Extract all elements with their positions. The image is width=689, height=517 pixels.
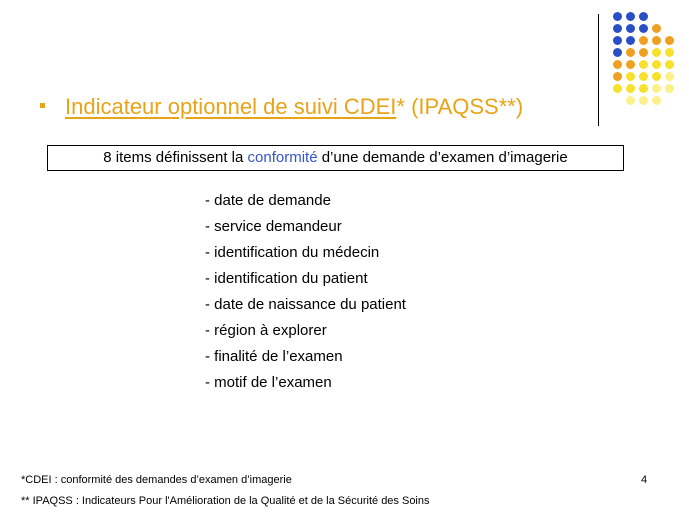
dot — [626, 12, 635, 21]
decorative-dot-grid — [613, 12, 689, 112]
dot — [613, 60, 622, 69]
dot — [626, 60, 635, 69]
box-text-after: d’une demande d’examen d’imagerie — [317, 149, 568, 166]
dot — [652, 24, 661, 33]
items-list — [205, 192, 406, 400]
vertical-divider — [598, 14, 599, 126]
dot — [665, 72, 674, 81]
dot — [639, 36, 648, 45]
dot — [626, 48, 635, 57]
list-item: - identification du médecin — [205, 244, 380, 261]
dot — [626, 72, 635, 81]
dot — [639, 12, 648, 21]
dot — [652, 72, 661, 81]
list-item: - service demandeur — [205, 218, 342, 235]
dot — [639, 48, 648, 57]
list-item: - motif de l’examen — [205, 374, 332, 391]
dot — [626, 36, 635, 45]
bullet-icon — [40, 103, 45, 108]
dot — [613, 72, 622, 81]
dot — [613, 12, 622, 21]
title-text — [65, 94, 523, 120]
dot — [652, 48, 661, 57]
definition-box — [47, 145, 624, 171]
dot — [652, 96, 661, 105]
list-item: - date de naissance du patient — [205, 296, 406, 313]
dot — [613, 48, 622, 57]
dot — [613, 84, 622, 93]
list-item: - date de demande — [205, 192, 331, 209]
dot — [626, 84, 635, 93]
footnote-ipaqss: ** IPAQSS : Indicateurs Pour l'Amélioration de la Qualité et de la Sécurité des Soins — [21, 495, 430, 507]
box-text-before: 8 items définissent la — [103, 149, 248, 166]
dot — [639, 24, 648, 33]
dot — [652, 60, 661, 69]
dot — [639, 72, 648, 81]
dot — [652, 84, 661, 93]
dot — [639, 60, 648, 69]
dot — [665, 60, 674, 69]
box-highlight: conformité — [247, 149, 318, 166]
dot — [639, 96, 648, 105]
dot — [665, 48, 674, 57]
title-underlined: Indicateur optionnel de suivi CDEI — [65, 94, 397, 119]
dot — [626, 96, 635, 105]
dot — [665, 36, 674, 45]
list-item: - identification du patient — [205, 270, 368, 287]
dot — [652, 36, 661, 45]
page-number: 4 — [641, 474, 648, 486]
dot — [626, 24, 635, 33]
dot — [613, 24, 622, 33]
footnote-cdei: *CDEI : conformité des demandes d’examen d’imagerie — [21, 474, 292, 486]
dot — [639, 84, 648, 93]
dot — [665, 84, 674, 93]
list-item: - région à explorer — [205, 322, 327, 339]
list-item: - finalité de l’examen — [205, 348, 343, 365]
title-suffix: * (IPAQSS**) — [396, 94, 524, 119]
dot — [613, 36, 622, 45]
